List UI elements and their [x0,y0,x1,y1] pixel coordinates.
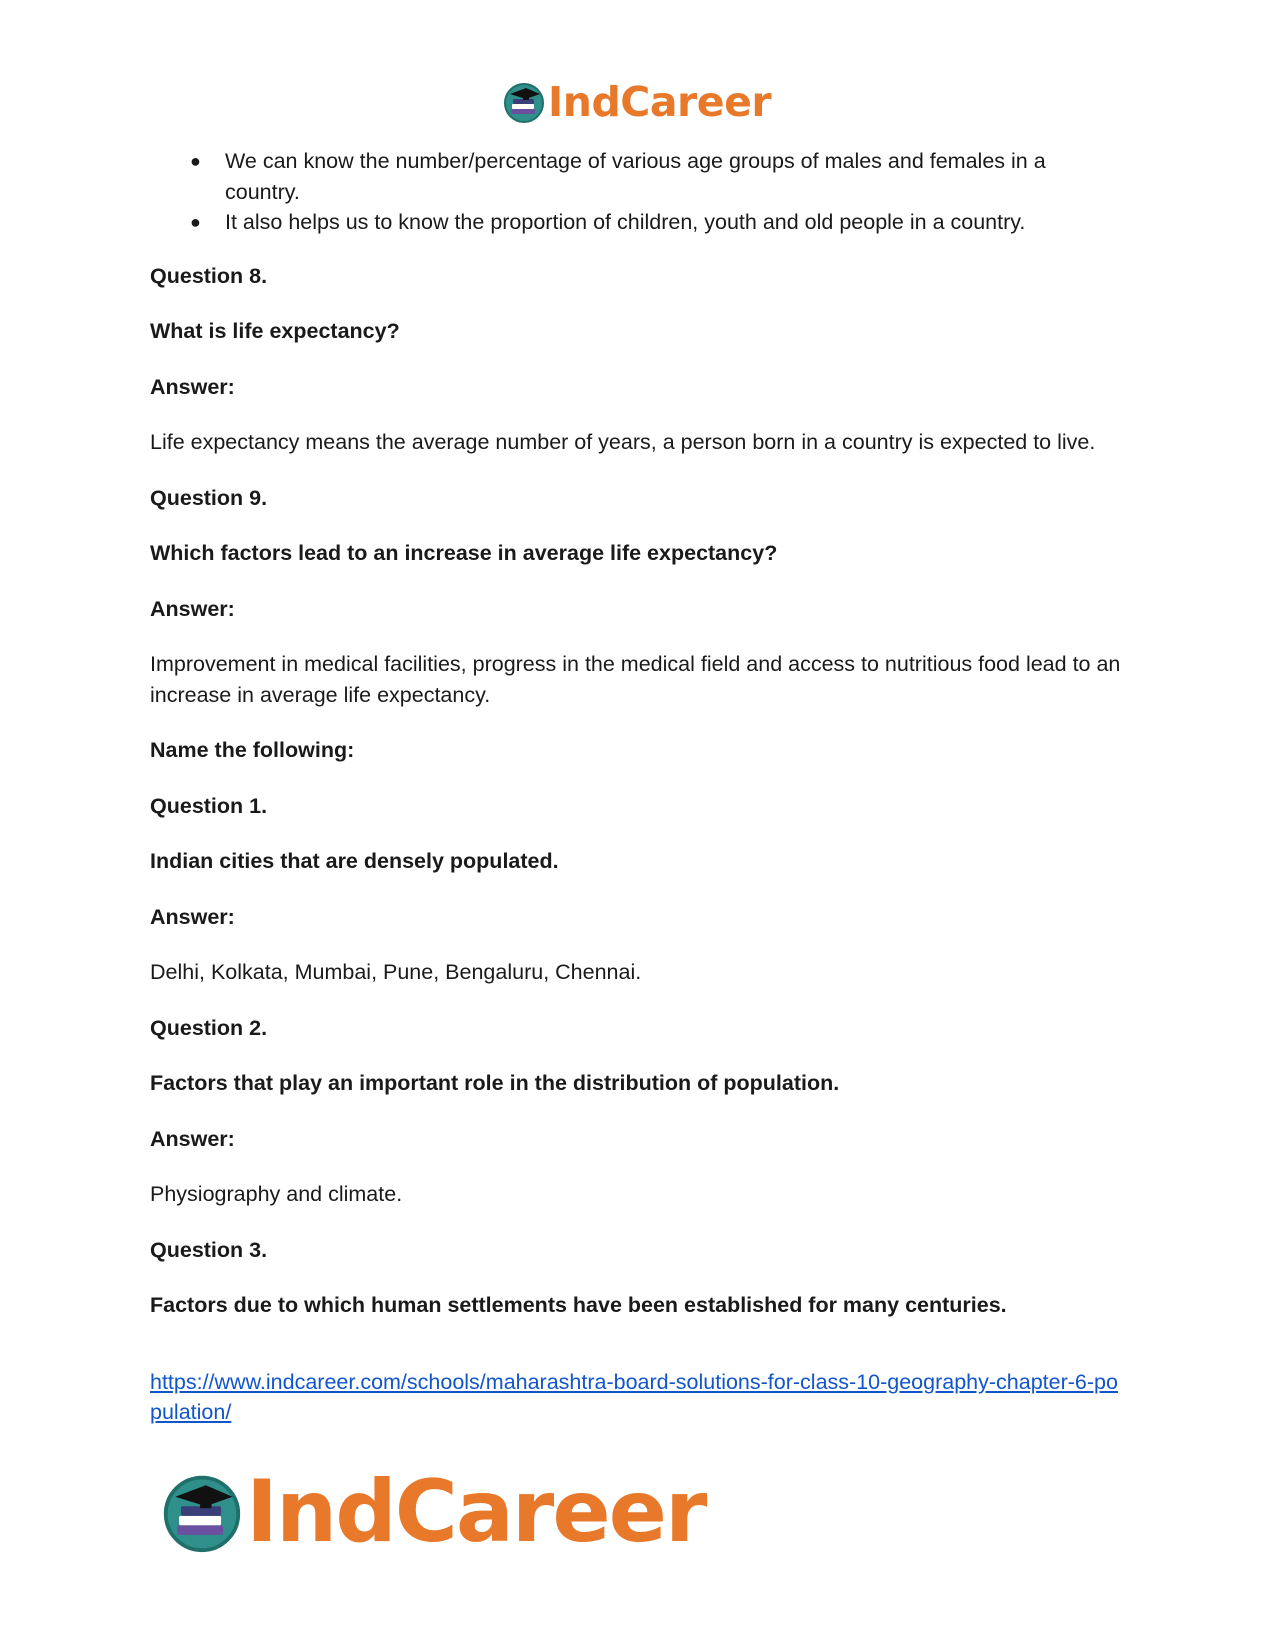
logo-text: IndCareer [246,1462,706,1562]
question-number: Question 1. [150,793,268,818]
answer-text: Physiography and climate. [150,1182,403,1206]
question-number: Question 3. [150,1237,268,1262]
question-number: Question 8. [150,263,268,288]
footer-link-block [150,1367,1125,1428]
answer-text: Delhi, Kolkata, Mumbai, Pune, Bengaluru, Chennai. [150,960,642,984]
bullet-icon: ● [190,212,201,232]
bullet-icon: ● [190,151,201,171]
question-text: Which factors lead to an increase in average life expectancy? [150,541,778,565]
question-text: Indian cities that are densely populated. [150,849,559,873]
question-text: Factors that play an important role in the distribution of population. [150,1071,840,1095]
answer-text: Improvement in medical facilities, progress in the medical field and access to nutritious food lead to an increase in average life expectancy. [150,652,1121,707]
list-item [150,207,1125,238]
question-number: Question 2. [150,1015,268,1040]
qa-section [150,261,1125,1321]
document-body [150,146,1125,1428]
answer-label: Answer: [150,904,235,929]
question-number: Question 9. [150,485,268,510]
bullet-text: It also helps us to know the proportion of children, youth and old people in a country. [225,210,1026,234]
footer-logo [160,1462,706,1562]
answer-label: Answer: [150,1126,235,1151]
list-item [150,146,1125,207]
answer-label: Answer: [150,596,235,621]
book-graduation-cap-icon [502,80,546,124]
question-text: What is life expectancy? [150,319,400,343]
question-text: Factors due to which human settlements have been established for many centuries. [150,1293,1007,1317]
answer-label: Answer: [150,374,235,399]
bullet-list [150,146,1125,238]
book-graduation-cap-icon [160,1470,244,1554]
answer-text: Life expectancy means the average number of years, a person born in a country is expected to live. [150,430,1096,454]
source-link[interactable]: https://www.indcareer.com/schools/maharashtra-board-solutions-for-class-10-geography-chapter-6-population/ [150,1369,1118,1424]
bullet-text: We can know the number/percentage of various age groups of males and females in a country. [225,149,1046,204]
section-heading: Name the following: [150,738,355,762]
logo-text: IndCareer [548,78,772,126]
header-logo [502,78,771,126]
